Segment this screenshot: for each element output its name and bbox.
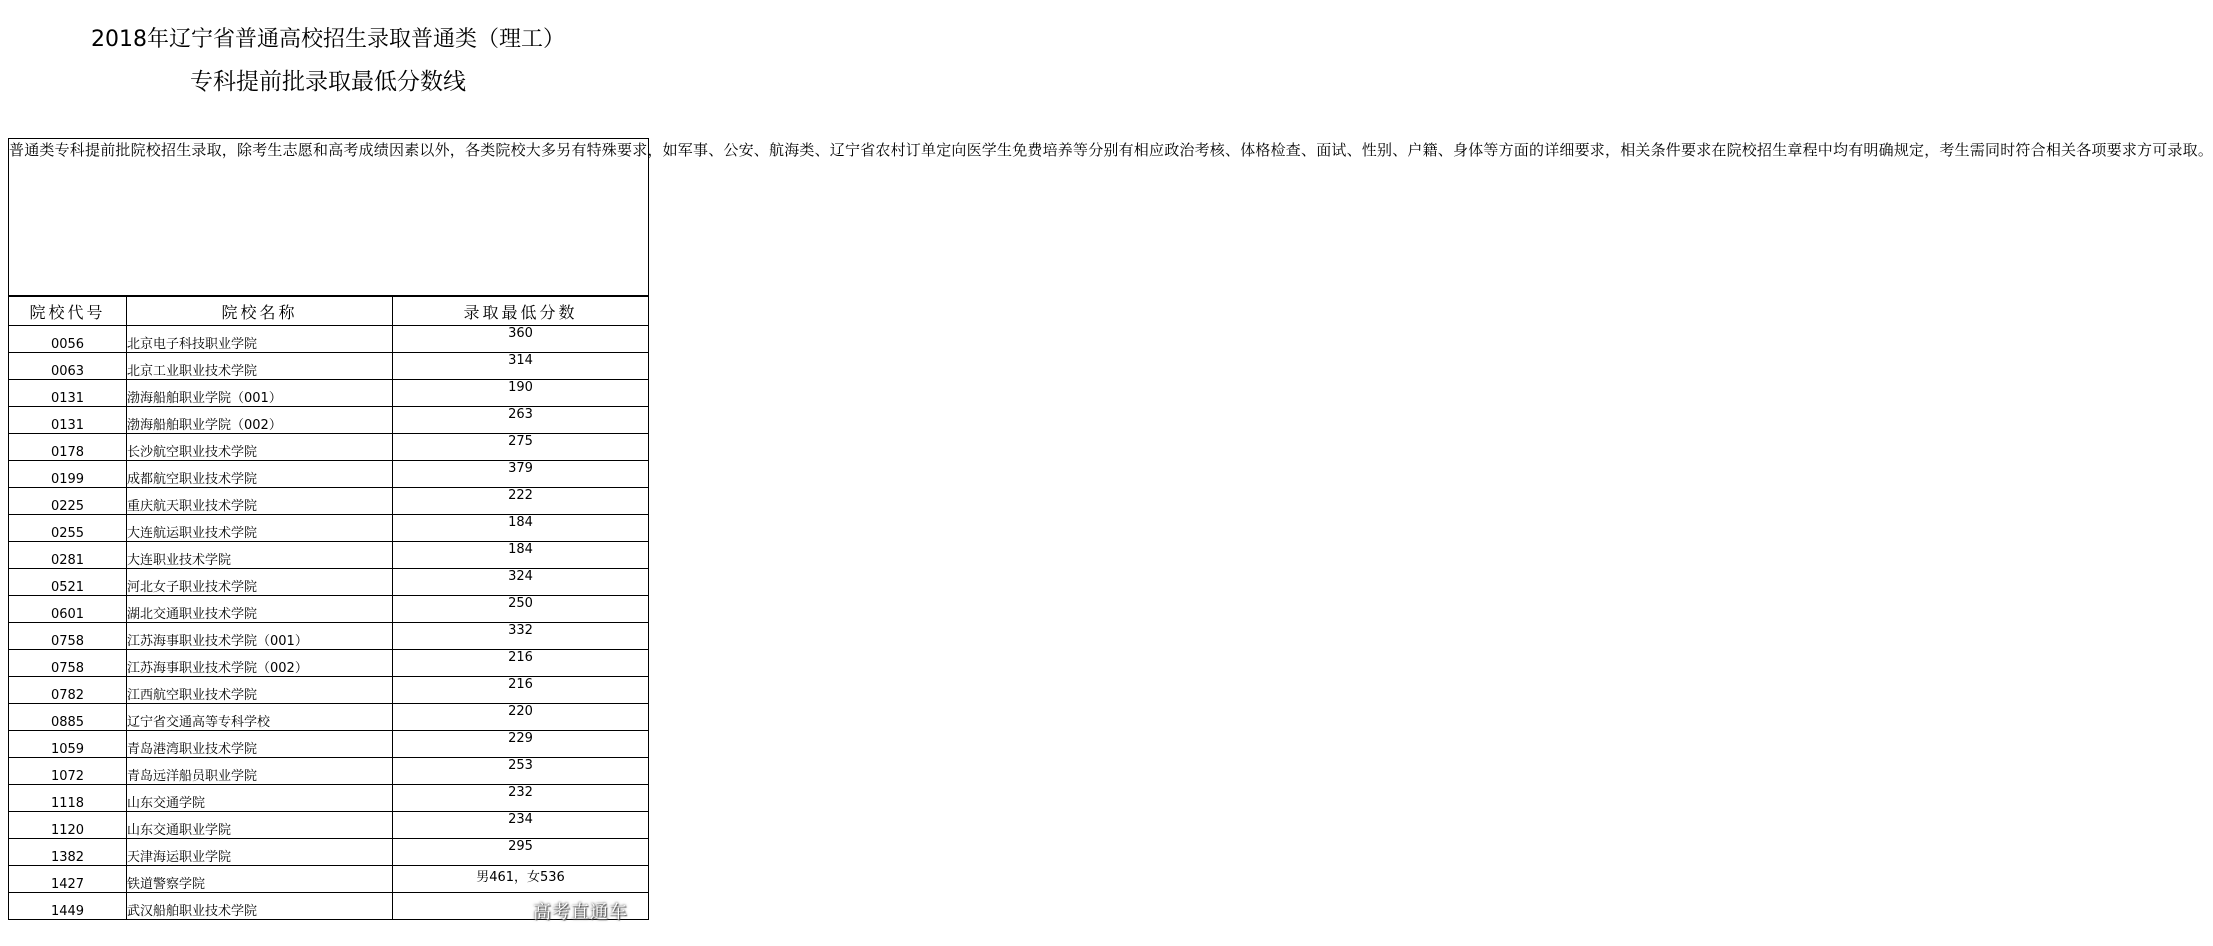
min-score-cell: 234 <box>393 812 649 839</box>
min-score-cell: 222 <box>393 488 649 515</box>
table-row <box>9 488 649 515</box>
table-row <box>9 542 649 569</box>
school-name-cell: 辽宁省交通高等专科学校 <box>127 704 393 731</box>
min-score-cell: 314 <box>393 353 649 380</box>
column-header-name: 院校名称 <box>127 296 393 326</box>
school-name-cell: 湖北交通职业技术学院 <box>127 596 393 623</box>
school-name-cell: 渤海船舶职业学院（001） <box>127 380 393 407</box>
min-score-cell: 360 <box>393 326 649 353</box>
school-name-cell: 河北女子职业技术学院 <box>127 569 393 596</box>
table-row <box>9 596 649 623</box>
table-row <box>9 839 649 866</box>
school-code-cell: 1072 <box>9 758 127 785</box>
school-name-cell: 山东交通学院 <box>127 785 393 812</box>
table-row <box>9 569 649 596</box>
table-row <box>9 704 649 731</box>
school-code-cell: 0225 <box>9 488 127 515</box>
admission-note: 普通类专科提前批院校招生录取，除考生志愿和高考成绩因素以外，各类院校大多另有特殊要求，如军事、公安、航海类、辽宁省农村订单定向医学生免费培养等分别有相应政治考核、体格检查、面试、性别、户籍、身体等方面的详细要求，相关条件要求在院校招生章程中均有明确规定，考生需同时符合相关各项要求方可录取。 <box>9 139 649 297</box>
min-score-cell: 220 <box>393 704 649 731</box>
school-code-cell: 0281 <box>9 542 127 569</box>
min-score-cell: 250 <box>393 596 649 623</box>
table-row <box>9 677 649 704</box>
school-code-cell: 0601 <box>9 596 127 623</box>
min-score-cell: 184 <box>393 542 649 569</box>
watermark-text: 高考直通车 <box>533 902 628 923</box>
min-score-cell: 216 <box>393 677 649 704</box>
school-code-cell: 0199 <box>9 461 127 488</box>
school-name-cell: 青岛港湾职业技术学院 <box>127 731 393 758</box>
min-score-cell: 男461，女536 <box>393 866 649 893</box>
school-code-cell: 0782 <box>9 677 127 704</box>
school-name-cell: 成都航空职业技术学院 <box>127 461 393 488</box>
table-row <box>9 326 649 353</box>
column-header-code: 院校代号 <box>9 296 127 326</box>
school-name-cell: 大连职业技术学院 <box>127 542 393 569</box>
min-score-cell: 263 <box>393 407 649 434</box>
table-row <box>9 866 649 893</box>
school-code-cell: 0255 <box>9 515 127 542</box>
school-name-cell: 重庆航天职业技术学院 <box>127 488 393 515</box>
school-code-cell: 0131 <box>9 380 127 407</box>
table-row <box>9 353 649 380</box>
school-code-cell: 1120 <box>9 812 127 839</box>
school-code-cell: 1118 <box>9 785 127 812</box>
column-header-score: 录取最低分数 <box>393 296 649 326</box>
school-name-cell: 天津海运职业学院 <box>127 839 393 866</box>
school-name-cell: 江西航空职业技术学院 <box>127 677 393 704</box>
min-score-cell: 229 <box>393 731 649 758</box>
min-score-cell: 295 <box>393 839 649 866</box>
table-row <box>9 650 649 677</box>
table-row <box>9 812 649 839</box>
min-score-cell: 190 <box>393 380 649 407</box>
school-name-cell: 青岛远洋船员职业学院 <box>127 758 393 785</box>
school-name-cell: 江苏海事职业技术学院（001） <box>127 623 393 650</box>
school-name-cell: 渤海船舶职业学院（002） <box>127 407 393 434</box>
school-name-cell: 长沙航空职业技术学院 <box>127 434 393 461</box>
school-name-cell: 大连航运职业技术学院 <box>127 515 393 542</box>
min-score-cell: 216 <box>393 650 649 677</box>
school-code-cell: 1427 <box>9 866 127 893</box>
min-score-cell: 184 <box>393 515 649 542</box>
school-code-cell: 0063 <box>9 353 127 380</box>
min-score-cell: 379 <box>393 461 649 488</box>
table-row <box>9 758 649 785</box>
table-row <box>9 623 649 650</box>
school-name-cell: 铁道警察学院 <box>127 866 393 893</box>
table-row <box>9 731 649 758</box>
school-code-cell: 0885 <box>9 704 127 731</box>
school-code-cell: 1382 <box>9 839 127 866</box>
min-score-cell: 253 <box>393 758 649 785</box>
min-score-cell: 232 <box>393 785 649 812</box>
school-code-cell: 0758 <box>9 623 127 650</box>
school-code-cell: 1449 <box>9 893 127 920</box>
school-name-cell: 山东交通职业学院 <box>127 812 393 839</box>
school-name-cell: 北京电子科技职业学院 <box>127 326 393 353</box>
school-name-cell: 北京工业职业技术学院 <box>127 353 393 380</box>
table-row <box>9 515 649 542</box>
page-subtitle: 专科提前批录取最低分数线 <box>190 69 466 95</box>
school-name-cell: 武汉船舶职业技术学院 <box>127 893 393 920</box>
page-title: 2018年辽宁省普通高校招生录取普通类（理工） <box>91 27 565 52</box>
table-row <box>9 407 649 434</box>
school-code-cell: 0056 <box>9 326 127 353</box>
school-code-cell: 1059 <box>9 731 127 758</box>
table-row <box>9 461 649 488</box>
min-score-cell: 275 <box>393 434 649 461</box>
school-code-cell: 0758 <box>9 650 127 677</box>
min-score-cell: 324 <box>393 569 649 596</box>
school-code-cell: 0131 <box>9 407 127 434</box>
table-row <box>9 434 649 461</box>
table-row <box>9 785 649 812</box>
table-row <box>9 380 649 407</box>
school-code-cell: 0521 <box>9 569 127 596</box>
table-header-row <box>9 296 649 326</box>
school-code-cell: 0178 <box>9 434 127 461</box>
score-table <box>8 138 2213 920</box>
school-name-cell: 江苏海事职业技术学院（002） <box>127 650 393 677</box>
min-score-cell: 332 <box>393 623 649 650</box>
